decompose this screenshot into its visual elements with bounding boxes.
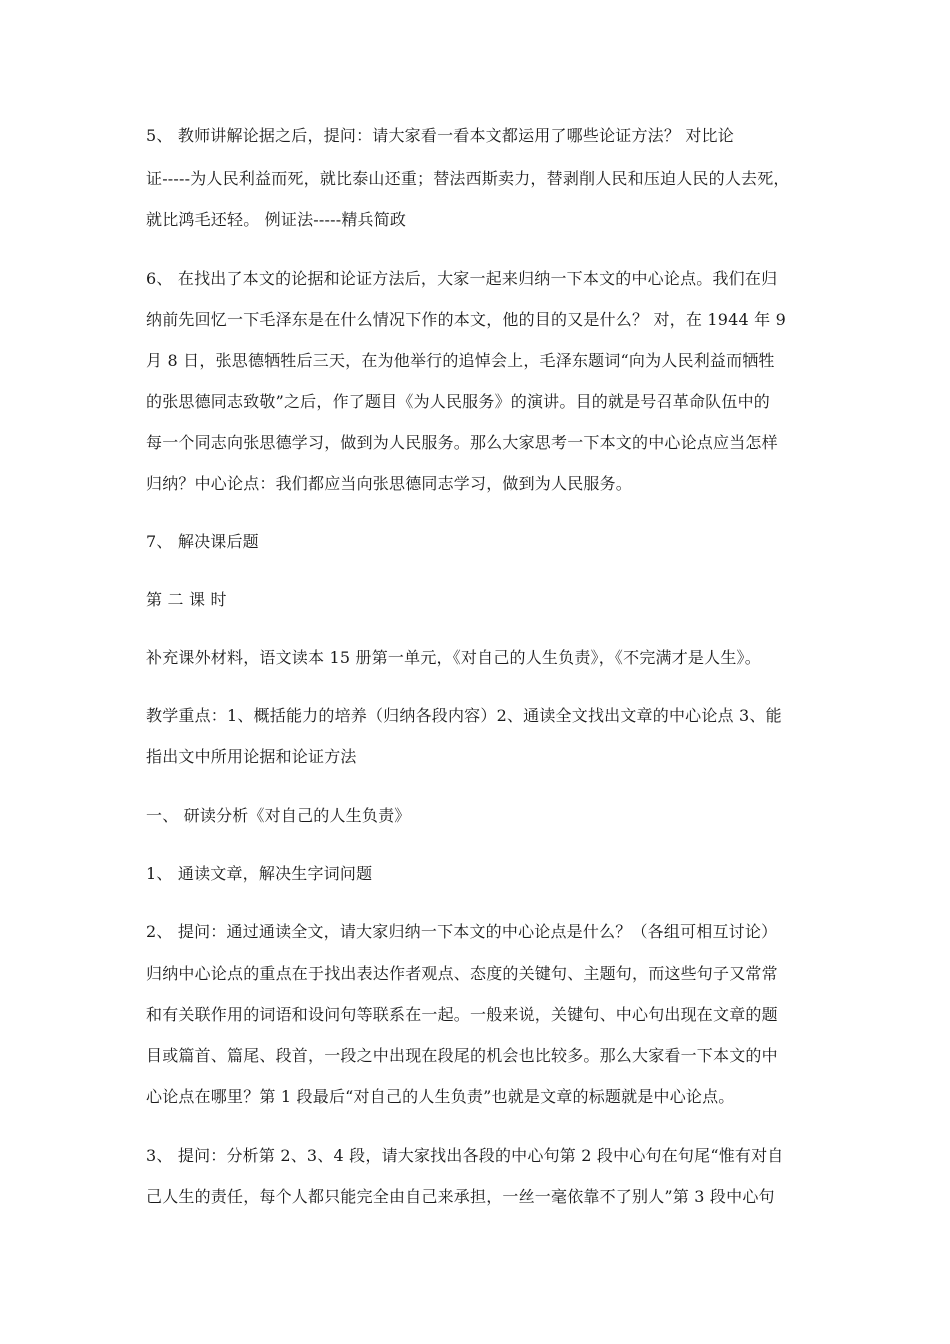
text-line: 5、 教师讲解论据之后，提问：请大家看一看本文都运用了哪些论证方法？ 对比论 — [146, 126, 734, 145]
text-line: 2、 提问：通过通读全文，请大家归纳一下本文的中心论点是什么？（各组可相互讨论） — [146, 922, 778, 941]
text-line: 月 8 日，张思德牺牲后三天，在为他举行的追悼会上，毛泽东题词“向为人民利益而牺牲 — [146, 351, 775, 370]
text-line: 证-----为人民利益而死，就比泰山还重；替法西斯卖力，替剥削人民和压迫人民的人去死， — [146, 169, 790, 188]
text-line: 7、 解决课后题 — [146, 532, 259, 551]
text-line: 己人生的责任，每个人都只能完全由自己来承担，一丝一毫依靠不了别人”第 3 段中心句 — [146, 1187, 775, 1206]
text-line: 一、 研读分析《对自己的人生负责》 — [146, 806, 411, 825]
text-line: 归纳中心论点的重点在于找出表达作者观点、态度的关键句、主题句，而这些句子又常常 — [146, 964, 778, 983]
section-heading: 第 二 课 时 — [146, 590, 227, 609]
text-line: 3、 提问：分析第 2、3、4 段，请大家找出各段的中心句第 2 段中心句在句尾“惟有对自 — [146, 1146, 784, 1165]
text-line: 纳前先回忆一下毛泽东是在什么情况下作的本文，他的目的又是什么？ 对，在 1944 年 9 — [146, 310, 787, 329]
text-line: 就比鸿毛还轻。 例证法-----精兵简政 — [146, 210, 407, 229]
text-line: 教学重点：1、概括能力的培养（归纳各段内容）2、通读全文找出文章的中心论点 3、能 — [146, 706, 782, 725]
text-line: 6、 在找出了本文的论据和论证方法后，大家一起来归纳一下本文的中心论点。我们在归 — [146, 269, 778, 288]
text-line: 指出文中所用论据和论证方法 — [146, 747, 357, 766]
text-line: 1、 通读文章，解决生字词问题 — [146, 864, 373, 883]
text-line: 补充课外材料，语文读本 15 册第一单元，《对自己的人生负责》，《不完满才是人生》。 — [146, 648, 761, 667]
text-line: 每一个同志向张思德学习，做到为人民服务。那么大家思考一下本文的中心论点应当怎样 — [146, 433, 778, 452]
text-line: 和有关联作用的词语和设问句等联系在一起。一般来说，关键句、中心句出现在文章的题 — [146, 1005, 778, 1024]
text-line: 的张思德同志致敬”之后，作了题目《为人民服务》的演讲。目的就是号召革命队伍中的 — [146, 392, 770, 411]
text-line: 归纳？中心论点：我们都应当向张思德同志学习，做到为人民服务。 — [146, 474, 633, 493]
text-line: 心论点在哪里？第 1 段最后“对自己的人生负责”也就是文章的标题就是中心论点。 — [146, 1087, 735, 1106]
text-line: 目或篇首、篇尾、段首，一段之中出现在段尾的机会也比较多。那么大家看一下本文的中 — [146, 1046, 778, 1065]
